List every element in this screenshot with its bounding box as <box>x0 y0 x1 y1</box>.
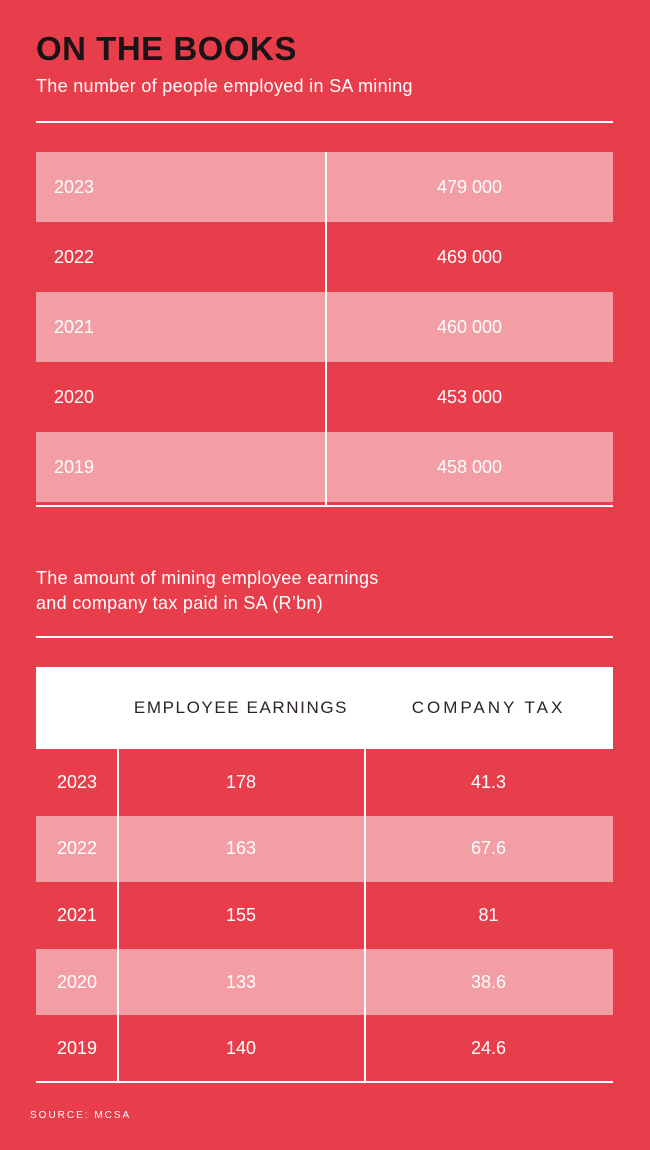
header-employee-earnings: EMPLOYEE EARNINGS <box>133 698 349 717</box>
earnings-year: 2020 <box>56 971 98 992</box>
earnings-row-2021 <box>36 882 613 949</box>
page-title: ON THE BOOKS <box>36 30 297 67</box>
earnings-year: 2023 <box>56 771 98 792</box>
earnings-value: 140 <box>225 1038 257 1059</box>
tax-value: 67.6 <box>470 838 507 859</box>
employment-value: 479 000 <box>436 176 503 197</box>
employment-year: 2019 <box>54 456 95 477</box>
divider-middle <box>36 636 613 638</box>
earnings-row-2019 <box>36 1015 613 1082</box>
earnings-row-2022 <box>36 816 613 883</box>
tax-value: 41.3 <box>470 771 507 792</box>
earnings-title-line2: and company tax paid in SA (R’bn) <box>36 593 324 613</box>
employment-value: 460 000 <box>436 316 503 337</box>
divider-top <box>36 121 613 123</box>
earnings-year: 2019 <box>56 1038 98 1059</box>
employment-value: 469 000 <box>436 246 503 267</box>
earnings-year-divider <box>117 749 119 1082</box>
employment-value: 458 000 <box>436 456 503 477</box>
earnings-table-title <box>36 566 516 616</box>
earnings-table-bottom-rule <box>36 1081 613 1083</box>
tax-value: 24.6 <box>470 1038 507 1059</box>
employment-year: 2023 <box>54 176 95 197</box>
employment-year: 2020 <box>54 386 95 407</box>
earnings-value: 133 <box>225 971 257 992</box>
earnings-value: 163 <box>225 838 257 859</box>
earnings-title-line1: The amount of mining employee earnings <box>36 568 379 588</box>
earnings-year: 2021 <box>56 904 98 925</box>
employment-table-bottom-rule <box>36 505 613 507</box>
earnings-value: 178 <box>225 771 257 792</box>
employment-table-title: The number of people employed in SA mining <box>36 76 413 96</box>
earnings-value: 155 <box>225 904 257 925</box>
tax-value: 81 <box>478 904 499 925</box>
earnings-table-header <box>36 667 613 749</box>
source-note: SOURCE: MCSA <box>30 1110 132 1121</box>
earnings-table <box>36 749 613 1082</box>
tax-value: 38.6 <box>470 971 507 992</box>
earnings-year: 2022 <box>56 838 98 859</box>
earnings-row-2023 <box>36 749 613 816</box>
employment-column-divider <box>325 152 327 505</box>
earnings-row-2020 <box>36 949 613 1016</box>
earnings-tax-divider <box>364 749 366 1082</box>
employment-year: 2021 <box>54 316 95 337</box>
employment-year: 2022 <box>54 246 95 267</box>
header-company-tax: COMPANY TAX <box>411 698 566 717</box>
employment-value: 453 000 <box>436 386 503 407</box>
